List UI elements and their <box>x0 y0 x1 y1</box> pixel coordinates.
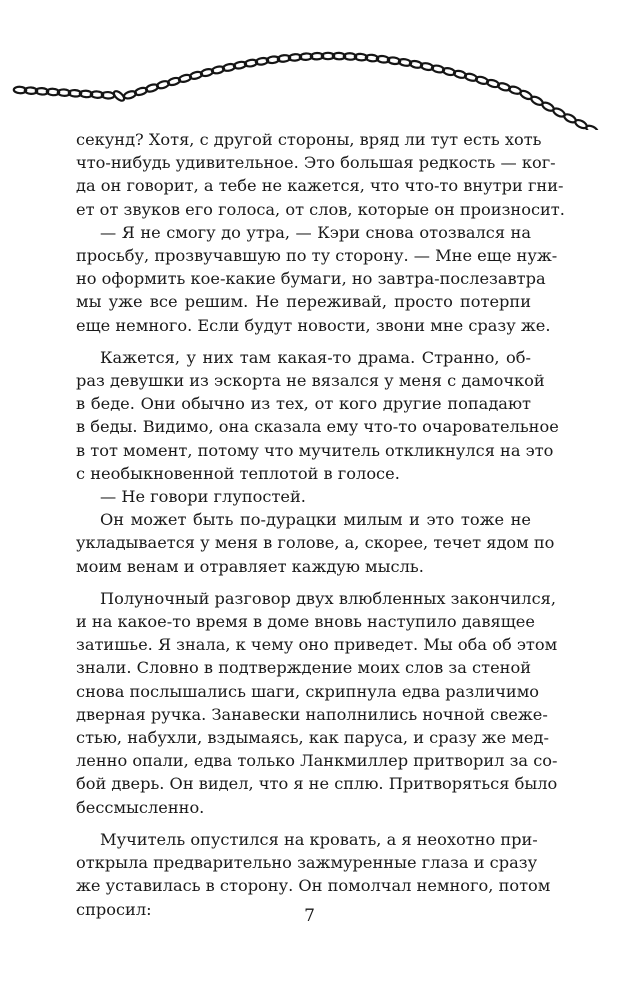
paragraph <box>76 221 558 337</box>
paragraph <box>76 485 531 508</box>
text-line: знали. Словно в подтверждение моих слов за стеной <box>76 658 531 678</box>
text-line: стью, набухли, вздымаясь, как паруса, и сразу же мед- <box>76 728 549 748</box>
text-line: в тот момент, потому что мучитель откликнулся на это <box>76 440 554 460</box>
text-line: снова послышались шаги, скрипнула едва различимо <box>76 681 540 701</box>
paragraph <box>76 587 558 819</box>
text-line: в беде. Они обычно из тех, от кого другие попадают <box>76 394 531 414</box>
text-line: в беды. Видимо, она сказала ему что-то очаровательное <box>76 417 559 437</box>
text-line: Мучитель опустился на кровать, а я неохотно при- <box>100 829 538 849</box>
text-line: Кажется, у них там какая-то драма. Странно, об- <box>100 347 531 367</box>
text-line: мы уже все решим. Не переживай, просто потерпи <box>76 292 531 312</box>
text-line: бой дверь. Он видел, что я не сплю. Притворяться было <box>76 774 558 794</box>
text-line: — Я не смогу до утра, — Кэри снова отозвался на <box>100 222 531 242</box>
text-line: секунд? Хотя, с другой стороны, вряд ли тут есть хоть <box>76 130 542 149</box>
paragraph <box>76 346 559 485</box>
text-line: затишье. Я знала, к чему оно приведет. Мы оба об этом <box>76 635 558 655</box>
text-line: ет от звуков его голоса, от слов, которые он произносит. <box>76 199 565 219</box>
page-number: 7 <box>304 906 315 926</box>
chain-ornament <box>0 0 619 130</box>
text-line: открыла предварительно зажмуренные глаза и сразу <box>76 853 538 873</box>
text-line: что-нибудь удивительное. Это большая редкость — ког- <box>76 153 556 173</box>
text-line: Он может быть по-дурацки милым и это тоже не <box>100 510 531 530</box>
text-line: раз девушки из эскорта не вязался у меня с дамочкой <box>76 371 545 391</box>
text-line: но оформить кое-какие бумаги, но завтра-послезавтра <box>76 269 546 289</box>
text-line: еще немного. Если будут новости, звони мне сразу же. <box>76 315 551 335</box>
text-line: Полуночный разговор двух влюбленных закончился, <box>100 588 556 608</box>
paragraph <box>76 508 555 578</box>
text-line: же уставилась в сторону. Он помолчал немного, потом <box>76 876 551 896</box>
text-line: просьбу, прозвучавшую по ту сторону. — Мне еще нуж- <box>76 246 558 266</box>
text-line: ленно опали, едва только Ланкмиллер притворил за со- <box>76 751 558 771</box>
text-line: дверная ручка. Занавески наполнились ночной свеже- <box>76 704 548 724</box>
text-line: спросил: <box>76 899 152 919</box>
text-line: и на какое-то время в доме вновь наступило давящее <box>76 612 535 632</box>
text-line: бессмысленно. <box>76 797 205 817</box>
paragraph <box>76 128 565 221</box>
text-line: — Не говори глупостей. <box>100 487 306 507</box>
text-line: укладывается у меня в голове, а, скорее, течет ядом по <box>76 533 555 553</box>
text-line: с необыкновенной теплотой в голосе. <box>76 463 400 483</box>
text-line: моим венам и отравляет каждую мысль. <box>76 556 424 576</box>
text-line: да он говорит, а тебе не кажется, что что-то внутри гни- <box>76 176 564 196</box>
body-text <box>76 128 565 921</box>
